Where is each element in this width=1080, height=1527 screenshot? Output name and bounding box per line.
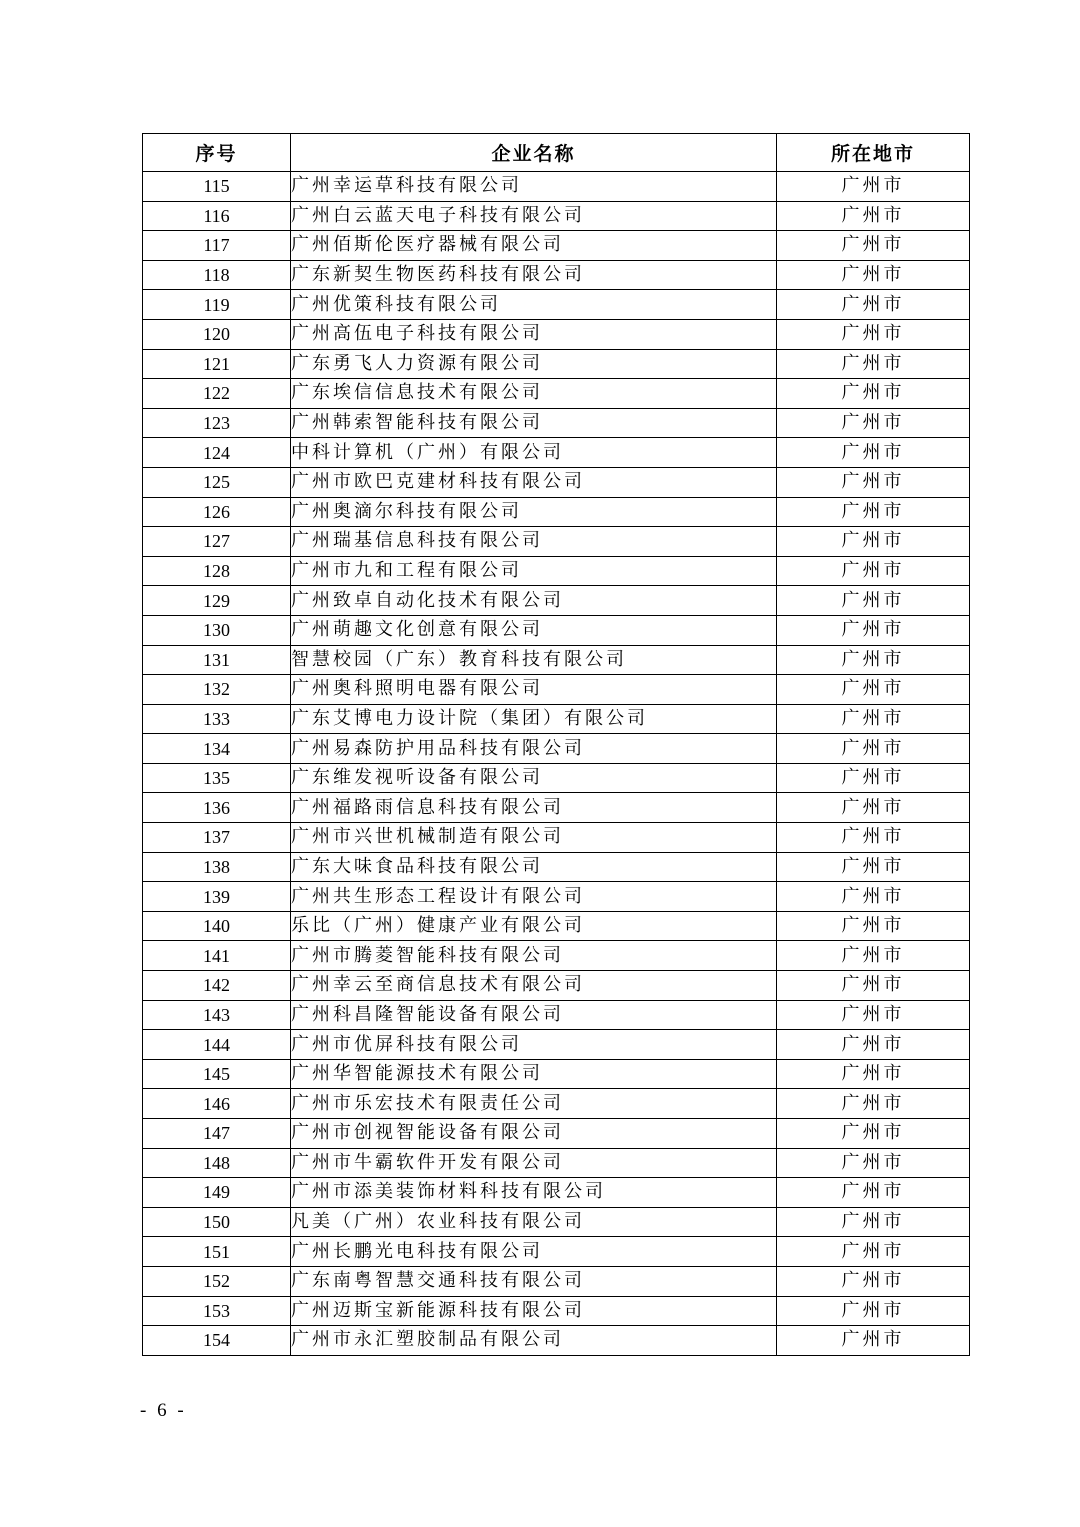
serial-number-cell: 131: [143, 645, 291, 675]
table-row: [143, 260, 970, 290]
city-cell: 广州市: [777, 615, 970, 645]
city-cell: 广州市: [777, 941, 970, 971]
serial-number-cell: 139: [143, 882, 291, 912]
city-cell: 广州市: [777, 172, 970, 202]
table-row: [143, 704, 970, 734]
enterprise-name-cell: 广东南粤智慧交通科技有限公司: [291, 1266, 777, 1296]
serial-number-cell: 132: [143, 675, 291, 705]
city-cell: 广州市: [777, 349, 970, 379]
serial-number-cell: 140: [143, 911, 291, 941]
city-cell: 广州市: [777, 1326, 970, 1356]
enterprise-name-cell: 广州萌趣文化创意有限公司: [291, 615, 777, 645]
table-row: [143, 734, 970, 764]
serial-number-cell: 153: [143, 1296, 291, 1326]
city-cell: 广州市: [777, 1089, 970, 1119]
table-row: [143, 1266, 970, 1296]
enterprise-name-cell: 广东大味食品科技有限公司: [291, 852, 777, 882]
city-cell: 广州市: [777, 527, 970, 557]
table-row: [143, 290, 970, 320]
table-row: [143, 882, 970, 912]
city-cell: 广州市: [777, 882, 970, 912]
city-cell: 广州市: [777, 1207, 970, 1237]
city-cell: 广州市: [777, 704, 970, 734]
table-row: [143, 1030, 970, 1060]
city-cell: 广州市: [777, 793, 970, 823]
enterprise-name-cell: 广州白云蓝天电子科技有限公司: [291, 201, 777, 231]
city-cell: 广州市: [777, 1059, 970, 1089]
table-row: [143, 1237, 970, 1267]
enterprise-name-cell: 广州长鹏光电科技有限公司: [291, 1237, 777, 1267]
city-cell: 广州市: [777, 1237, 970, 1267]
enterprise-name-cell: 凡美（广州）农业科技有限公司: [291, 1207, 777, 1237]
city-cell: 广州市: [777, 408, 970, 438]
city-cell: 广州市: [777, 260, 970, 290]
enterprise-name-cell: 广州市牛霸软件开发有限公司: [291, 1148, 777, 1178]
table-row: [143, 586, 970, 616]
city-cell: 广州市: [777, 379, 970, 409]
city-cell: 广州市: [777, 1119, 970, 1149]
serial-number-cell: 129: [143, 586, 291, 616]
enterprise-name-cell: 广州市兴世机械制造有限公司: [291, 823, 777, 853]
enterprise-name-cell: 广州韩索智能科技有限公司: [291, 408, 777, 438]
serial-number-cell: 124: [143, 438, 291, 468]
enterprise-name-cell: 广州市永汇塑胶制品有限公司: [291, 1326, 777, 1356]
serial-number-cell: 142: [143, 971, 291, 1001]
city-cell: 广州市: [777, 201, 970, 231]
city-cell: 广州市: [777, 823, 970, 853]
enterprise-name-cell: 广州市腾菱智能科技有限公司: [291, 941, 777, 971]
enterprise-name-cell: 广东埃信信息技术有限公司: [291, 379, 777, 409]
city-cell: 广州市: [777, 319, 970, 349]
enterprise-name-cell: 广州华智能源技术有限公司: [291, 1059, 777, 1089]
city-cell: 广州市: [777, 763, 970, 793]
serial-number-cell: 137: [143, 823, 291, 853]
serial-number-cell: 149: [143, 1178, 291, 1208]
enterprise-name-cell: 智慧校园（广东）教育科技有限公司: [291, 645, 777, 675]
serial-number-cell: 133: [143, 704, 291, 734]
table-row: [143, 1119, 970, 1149]
city-cell: 广州市: [777, 290, 970, 320]
enterprise-name-cell: 乐比（广州）健康产业有限公司: [291, 911, 777, 941]
table-row: [143, 645, 970, 675]
enterprise-name-cell: 广州迈斯宝新能源科技有限公司: [291, 1296, 777, 1326]
serial-number-cell: 134: [143, 734, 291, 764]
serial-number-cell: 154: [143, 1326, 291, 1356]
serial-number-cell: 117: [143, 231, 291, 261]
table-row: [143, 971, 970, 1001]
enterprise-name-cell: 广州致卓自动化技术有限公司: [291, 586, 777, 616]
city-cell: 广州市: [777, 438, 970, 468]
city-cell: 广州市: [777, 1266, 970, 1296]
enterprise-name-cell: 广州瑞基信息科技有限公司: [291, 527, 777, 557]
table-row: [143, 349, 970, 379]
city-cell: 广州市: [777, 645, 970, 675]
city-cell: 广州市: [777, 1030, 970, 1060]
city-cell: 广州市: [777, 675, 970, 705]
serial-number-cell: 119: [143, 290, 291, 320]
table-row: [143, 1296, 970, 1326]
serial-number-cell: 118: [143, 260, 291, 290]
city-cell: 广州市: [777, 734, 970, 764]
table-row: [143, 379, 970, 409]
table-row: [143, 408, 970, 438]
enterprise-name-cell: 广州幸云至商信息技术有限公司: [291, 971, 777, 1001]
serial-number-cell: 138: [143, 852, 291, 882]
table-row: [143, 172, 970, 202]
serial-number-cell: 141: [143, 941, 291, 971]
enterprise-name-cell: 广州高伍电子科技有限公司: [291, 319, 777, 349]
city-cell: 广州市: [777, 556, 970, 586]
serial-number-cell: 127: [143, 527, 291, 557]
enterprise-name-cell: 广东艾博电力设计院（集团）有限公司: [291, 704, 777, 734]
city-cell: 广州市: [777, 497, 970, 527]
table-row: [143, 438, 970, 468]
serial-number-cell: 147: [143, 1119, 291, 1149]
table-row: [143, 201, 970, 231]
city-cell: 广州市: [777, 971, 970, 1001]
enterprise-name-cell: 广州市优屏科技有限公司: [291, 1030, 777, 1060]
table-row: [143, 1059, 970, 1089]
city-cell: 广州市: [777, 467, 970, 497]
serial-number-cell: 123: [143, 408, 291, 438]
table-body: [143, 172, 970, 1356]
serial-number-cell: 120: [143, 319, 291, 349]
enterprise-name-cell: 广州幸运草科技有限公司: [291, 172, 777, 202]
table-row: [143, 1178, 970, 1208]
serial-number-cell: 151: [143, 1237, 291, 1267]
enterprise-name-cell: 广州科昌隆智能设备有限公司: [291, 1000, 777, 1030]
serial-number-cell: 146: [143, 1089, 291, 1119]
serial-number-cell: 150: [143, 1207, 291, 1237]
header-serial-number: 序号: [143, 134, 291, 172]
page-number: - 6 -: [140, 1400, 187, 1421]
table-row: [143, 1207, 970, 1237]
enterprise-name-cell: 广州优策科技有限公司: [291, 290, 777, 320]
table-row: [143, 319, 970, 349]
enterprise-name-cell: 广州易森防护用品科技有限公司: [291, 734, 777, 764]
enterprise-name-cell: 广州奥科照明电器有限公司: [291, 675, 777, 705]
table-row: [143, 1000, 970, 1030]
city-cell: 广州市: [777, 1178, 970, 1208]
table-row: [143, 852, 970, 882]
table-row: [143, 231, 970, 261]
enterprise-name-cell: 广州市创视智能设备有限公司: [291, 1119, 777, 1149]
enterprise-table: [142, 133, 970, 1356]
serial-number-cell: 145: [143, 1059, 291, 1089]
city-cell: 广州市: [777, 1296, 970, 1326]
enterprise-name-cell: 广州福路雨信息科技有限公司: [291, 793, 777, 823]
city-cell: 广州市: [777, 911, 970, 941]
enterprise-name-cell: 广州市添美装饰材料科技有限公司: [291, 1178, 777, 1208]
enterprise-name-cell: 广东新契生物医药科技有限公司: [291, 260, 777, 290]
enterprise-name-cell: 广州佰斯伦医疗器械有限公司: [291, 231, 777, 261]
enterprise-name-cell: 广州市乐宏技术有限责任公司: [291, 1089, 777, 1119]
serial-number-cell: 125: [143, 467, 291, 497]
table-row: [143, 1326, 970, 1356]
enterprise-name-cell: 广东勇飞人力资源有限公司: [291, 349, 777, 379]
enterprise-name-cell: 广东维发视听设备有限公司: [291, 763, 777, 793]
table-row: [143, 823, 970, 853]
table-row: [143, 1148, 970, 1178]
table-row: [143, 675, 970, 705]
table-row: [143, 615, 970, 645]
table-row: [143, 497, 970, 527]
enterprise-name-cell: 中科计算机（广州）有限公司: [291, 438, 777, 468]
header-city: 所在地市: [777, 134, 970, 172]
serial-number-cell: 122: [143, 379, 291, 409]
table-row: [143, 1089, 970, 1119]
table-row: [143, 527, 970, 557]
table-row: [143, 467, 970, 497]
serial-number-cell: 128: [143, 556, 291, 586]
table-header-row: [143, 134, 970, 172]
serial-number-cell: 144: [143, 1030, 291, 1060]
table-row: [143, 763, 970, 793]
city-cell: 广州市: [777, 586, 970, 616]
serial-number-cell: 135: [143, 763, 291, 793]
enterprise-name-cell: 广州奥滴尔科技有限公司: [291, 497, 777, 527]
serial-number-cell: 126: [143, 497, 291, 527]
city-cell: 广州市: [777, 231, 970, 261]
city-cell: 广州市: [777, 852, 970, 882]
enterprise-name-cell: 广州共生形态工程设计有限公司: [291, 882, 777, 912]
serial-number-cell: 143: [143, 1000, 291, 1030]
header-enterprise-name: 企业名称: [291, 134, 777, 172]
table-row: [143, 556, 970, 586]
table-row: [143, 911, 970, 941]
serial-number-cell: 136: [143, 793, 291, 823]
serial-number-cell: 115: [143, 172, 291, 202]
table-row: [143, 793, 970, 823]
serial-number-cell: 148: [143, 1148, 291, 1178]
serial-number-cell: 152: [143, 1266, 291, 1296]
serial-number-cell: 121: [143, 349, 291, 379]
enterprise-name-cell: 广州市九和工程有限公司: [291, 556, 777, 586]
enterprise-name-cell: 广州市欧巴克建材科技有限公司: [291, 467, 777, 497]
serial-number-cell: 116: [143, 201, 291, 231]
table-row: [143, 941, 970, 971]
city-cell: 广州市: [777, 1148, 970, 1178]
city-cell: 广州市: [777, 1000, 970, 1030]
serial-number-cell: 130: [143, 615, 291, 645]
